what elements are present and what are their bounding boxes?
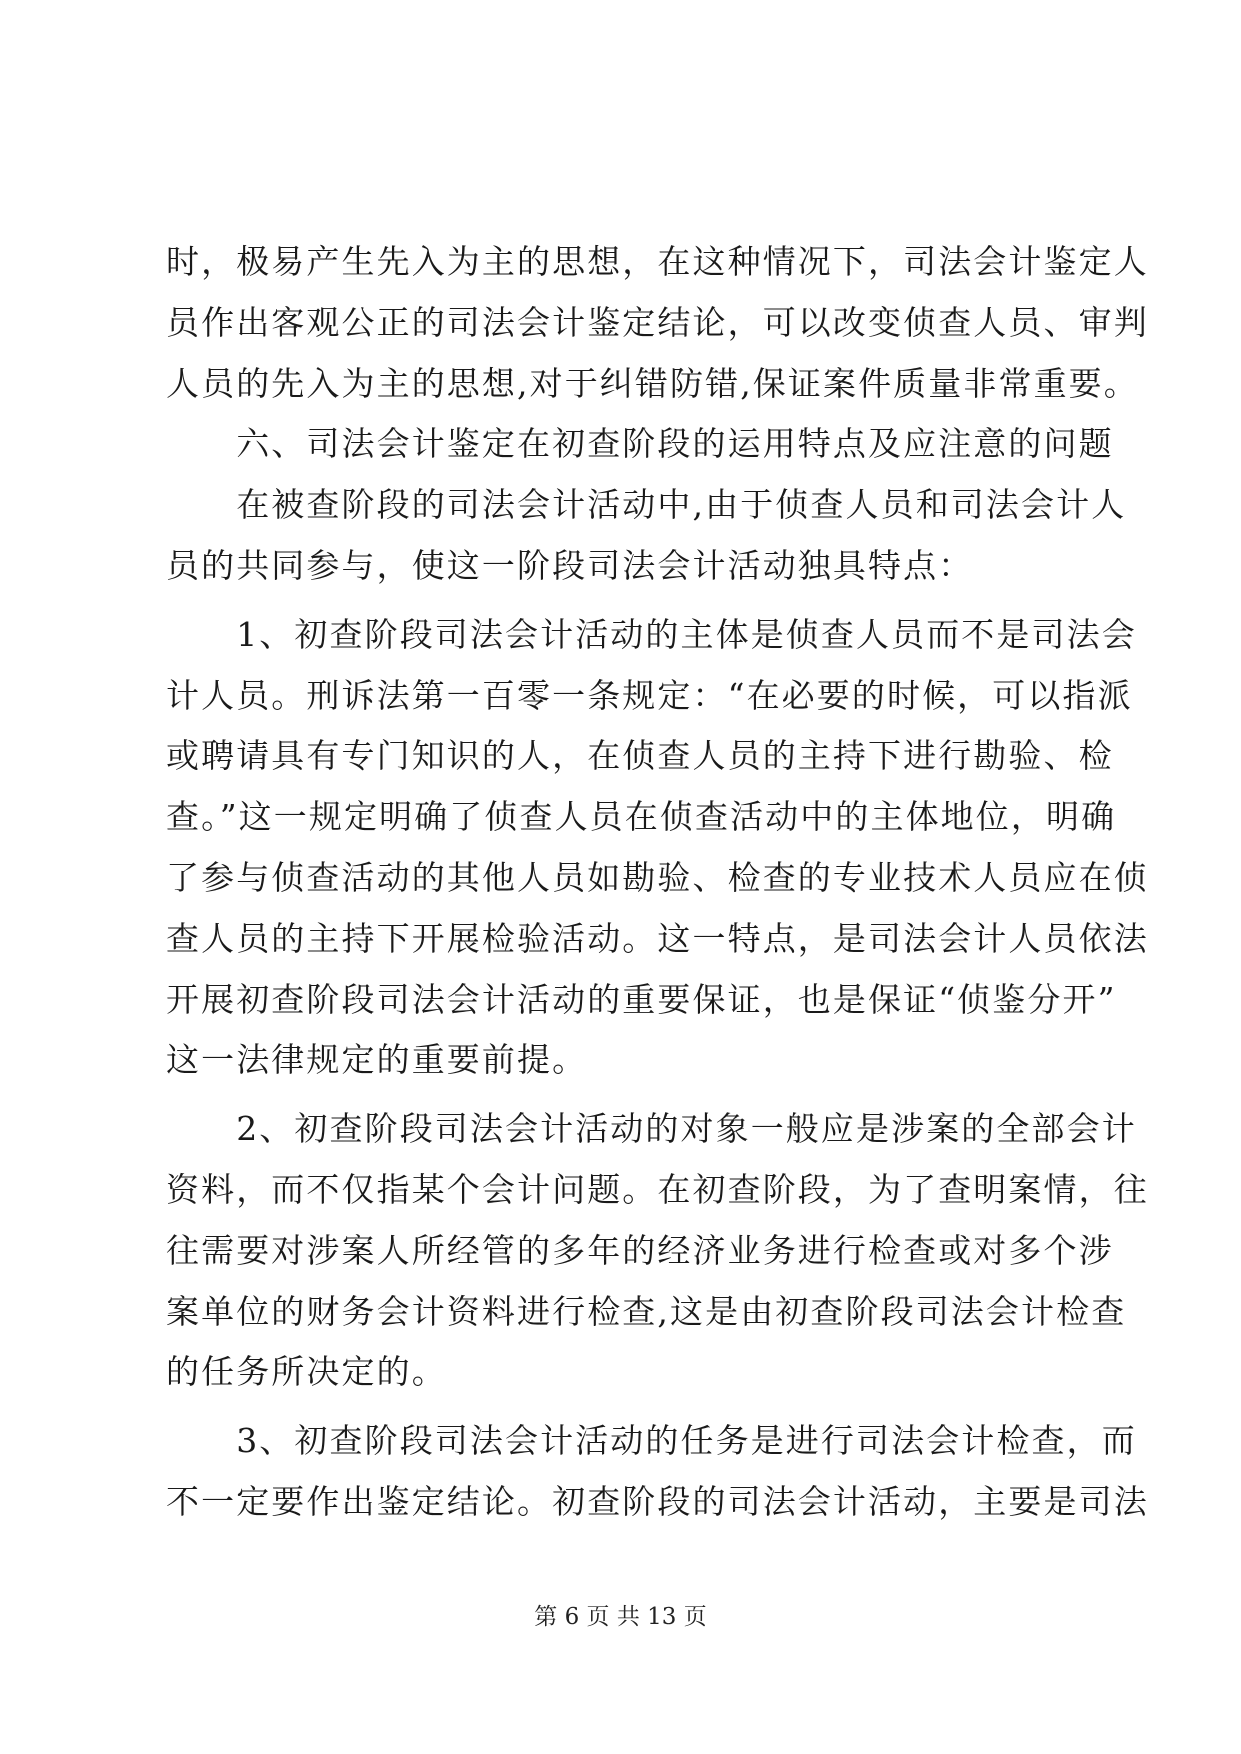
paragraph-gap [166,597,1084,605]
text-line: 了参与侦查活动的其他人员如勘验、检查的专业技术人员应在侦 [166,857,1149,897]
section-heading: 六、司法会计鉴定在初查阶段的运用特点及应注意的问题 [166,424,1114,464]
text-line: 查人员的主持下开展检验活动。这一特点，是司法会计人员依法 [166,918,1149,958]
text-line: 查。”这一规定明确了侦查人员在侦查活动中的主体地位，明确 [166,797,1117,837]
paragraph-gap [166,1403,1084,1411]
text-line: 案单位的财务会计资料进行检查,这是由初查阶段司法会计检查 [166,1291,1127,1331]
text-line: 往需要对涉案人所经管的多年的经济业务进行检查或对多个涉 [166,1230,1114,1270]
text-line: 计人员。刑诉法第一百零一条规定：“在必要的时候，可以指派 [166,675,1133,715]
text-line: 时，极易产生先入为主的思想，在这种情况下，司法会计鉴定人 [166,242,1149,281]
text-line: 开展初查阶段司法会计活动的重要保证，也是保证“侦鉴分开” [166,979,1117,1019]
paragraph-gap [166,1091,1084,1099]
text-line: 员的共同参与，使这一阶段司法会计活动独具特点： [166,545,974,585]
text-line: 或聘请具有专门知识的人，在侦查人员的主持下进行勘验、检 [166,736,1114,776]
document-body [166,232,1149,1533]
text-line: 在被查阶段的司法会计活动中,由于侦查人员和司法会计人 [166,485,1127,525]
text-line: 员作出客观公正的司法会计鉴定结论，可以改变侦查人员、审判 [166,302,1149,342]
text-line: 1、初查阶段司法会计活动的主体是侦查人员而不是司法会 [166,614,1137,654]
text-line: 资料，而不仅指某个会计问题。在初查阶段，为了查明案情，往 [166,1169,1149,1209]
text-line: 2、初查阶段司法会计活动的对象一般应是涉案的全部会计 [166,1109,1137,1149]
text-line: 这一法律规定的重要前提。 [166,1040,588,1080]
page-number-footer: 第 6 页 共 13 页 [534,1604,707,1630]
text-line: 的任务所决定的。 [166,1352,447,1392]
text-line: 不一定要作出鉴定结论。初查阶段的司法会计活动，主要是司法 [166,1481,1149,1521]
text-line: 3、初查阶段司法会计活动的任务是进行司法会计检查，而 [166,1421,1137,1461]
text-line: 人员的先入为主的思想,对于纠错防错,保证案件质量非常重要。 [166,363,1139,403]
